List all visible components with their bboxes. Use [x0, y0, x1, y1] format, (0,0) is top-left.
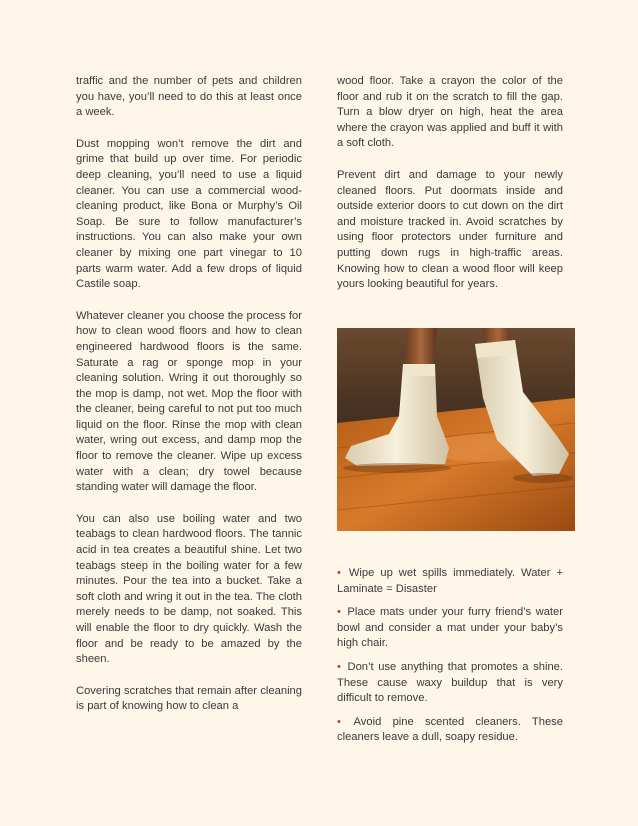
paragraph: traffic and the number of pets and children you have, you’ll need to do this at least once a week. — [76, 75, 302, 119]
list-item — [337, 605, 563, 652]
tip-text: Place mats under your furry friend’s water bowl and consider a mat under your baby’s high chair. — [337, 606, 563, 650]
right-column — [337, 74, 563, 309]
tips-list — [337, 566, 563, 754]
socks-on-wood-floor-photo — [337, 328, 575, 531]
bullet-icon: • — [337, 567, 341, 579]
paragraph: Prevent dirt and damage to your newly cleaned floors. Put doormats inside and outside exterior doors to cut down on the dirt and moisture tracked in. Avoid scratches by using floor protectors under furniture and putting down rugs in high-traffic areas. Knowing how to clean a wood floor will keep yours looking beautiful for years. — [337, 168, 563, 291]
tip-text: Don’t use anything that promotes a shine. These cause waxy buildup that is very difficult to remove. — [337, 660, 563, 705]
tip-text: Avoid pine scented cleaners. These cleaners leave a dull, soapy residue. — [337, 715, 563, 744]
paragraph: Dust mopping won’t remove the dirt and grime that build up over time. For periodic deep cleaning, you’ll need to use a liquid cleaner. You can use a commercial wood-cleaning product, like Bona or Murphy’s Oil Soap. Be sure to follow manufacturer’s instructions. You can also make your own cleaner by mixing one part vinegar to 10 parts warm water. Add a few drops of liquid Castile soap. — [76, 137, 302, 291]
paragraph: Whatever cleaner you choose the process for how to clean wood floors and how to clean engineered hardwood floors is the same. Saturate a rag or sponge mop in your cleaning solution. Wring it out thoroughly so the mop is damp, not wet. Mop the floor with the cleaner, being careful to not put too much liquid on the floor. Rinse the mop with clean water, wring out excess, and damp mop the floor to remove the cleaner. Wipe up excess water with a clean; dry towel because standing water will damage the floor. — [76, 309, 302, 494]
bullet-icon: • — [337, 715, 341, 728]
paragraph: Covering scratches that remain after cleaning is part of knowing how to clean a — [76, 684, 302, 713]
tip-text: Wipe up wet spills immediately. Water + Laminate = Disaster — [337, 567, 564, 595]
left-column — [76, 74, 302, 731]
paragraph: You can also use boiling water and two teabags to clean hardwood floors. The tannic acid in tea creates a beautiful shine. Let two teabags steep in the boiling water for a few minutes. Pour the tea into a bucket. Take a soft cloth and wring it out in the tea. The cloth merely needs to be damp, not soaked. This will enable the floor to dry quickly. Wash the floor and be ready to be amazed by the sheen. — [76, 512, 302, 666]
list-item — [337, 566, 563, 597]
bullet-icon: • — [337, 660, 341, 673]
list-item — [337, 715, 563, 746]
bullet-icon: • — [337, 606, 341, 619]
paragraph: wood floor. Take a crayon the color of the floor and rub it on the scratch to fill the gap. Turn a blow dryer on high, heat the area where the crayon was applied and buff it with a soft cloth. — [337, 75, 563, 150]
list-item — [337, 660, 563, 707]
